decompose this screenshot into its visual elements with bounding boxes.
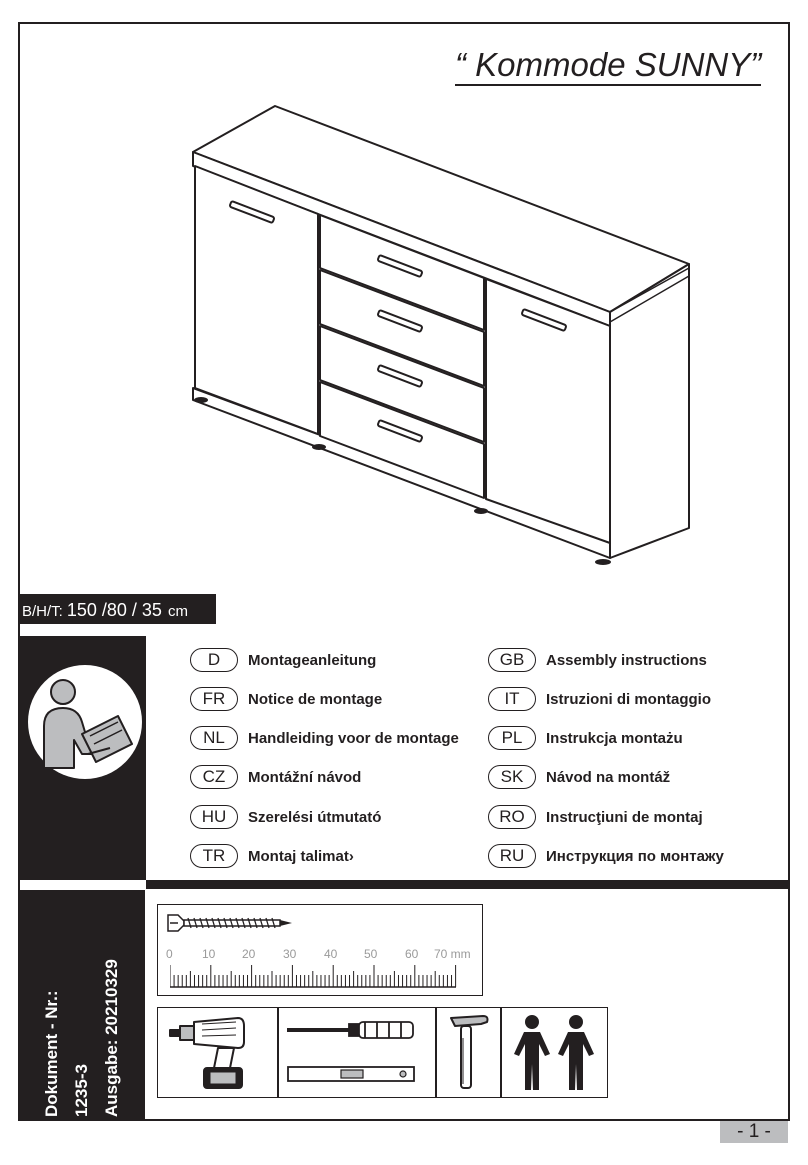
language-row-tr — [190, 844, 354, 868]
ruler-tick-label: 30 — [283, 947, 297, 961]
read-instructions-icon — [26, 664, 144, 780]
language-row-pl — [488, 726, 683, 750]
language-row-d — [190, 648, 376, 672]
ruler-icon — [170, 963, 460, 989]
screw-icon — [166, 911, 296, 935]
language-row-cz — [190, 765, 361, 789]
language-code-badge: HU — [190, 805, 238, 829]
language-code-badge: D — [190, 648, 238, 672]
language-row-nl — [190, 726, 459, 750]
language-text: Montaj talimat› — [248, 847, 354, 865]
language-code-badge: CZ — [190, 765, 238, 789]
language-text: Istruzioni di montaggio — [546, 690, 711, 708]
dimensions-label: B/H/T: — [22, 603, 63, 620]
language-code-badge: RU — [488, 844, 536, 868]
ruler-tick-label: 40 — [324, 947, 338, 961]
ruler-tick-label: 50 — [364, 947, 378, 961]
language-code-badge: SK — [488, 765, 536, 789]
language-text: Montageanleitung — [248, 651, 377, 669]
language-text: Handleiding voor de montage — [248, 729, 459, 747]
two-persons-cell — [501, 1007, 608, 1098]
document-info — [37, 891, 127, 1117]
ruler-tick-label: 60 — [405, 947, 419, 961]
page-number: - 1 - — [720, 1121, 788, 1143]
screwdriver-icon — [285, 1018, 425, 1042]
language-code-badge: FR — [190, 687, 238, 711]
language-code-badge: PL — [488, 726, 536, 750]
language-row-gb — [488, 648, 707, 672]
screwdriver-level-cell — [278, 1007, 436, 1098]
product-title: “ Kommode SUNNY” — [455, 46, 761, 86]
language-row-ru — [488, 844, 724, 868]
sideboard-illustration — [185, 100, 695, 570]
language-row-sk — [488, 765, 670, 789]
language-code-badge: GB — [488, 648, 536, 672]
hammer-icon — [437, 1008, 499, 1096]
spirit-level-icon — [287, 1064, 417, 1084]
language-code-badge: RO — [488, 805, 536, 829]
drill-tool-cell — [157, 1007, 278, 1098]
language-text: Montážní návod — [248, 768, 362, 786]
dimensions-unit: cm — [167, 603, 188, 620]
language-text: Инструкция по монтажу — [546, 847, 724, 865]
language-row-ro — [488, 805, 703, 829]
document-number: 1235-3 — [72, 1064, 91, 1117]
language-code-badge: TR — [190, 844, 238, 868]
language-text: Instrukcja montażu — [546, 729, 683, 747]
dimensions-tag — [19, 594, 216, 624]
language-text: Szerelési útmutató — [248, 808, 382, 826]
dimensions-values: 150 /80 / 35 — [66, 600, 162, 620]
language-text: Assembly instructions — [546, 651, 707, 669]
screw-ruler-box — [157, 904, 483, 996]
language-code-badge: IT — [488, 687, 536, 711]
ruler-tick-label: 20 — [242, 947, 256, 961]
ruler-tick-label: 10 — [202, 947, 216, 961]
ruler-tick-label: 70 mm — [434, 947, 471, 961]
language-text: Instrucţiuni de montaj — [546, 808, 703, 826]
language-text: Návod na montáž — [546, 768, 671, 786]
language-text: Notice de montage — [248, 690, 383, 708]
ruler-tick-label: 0 — [166, 947, 173, 961]
hammer-tool-cell — [436, 1007, 501, 1098]
section-divider — [146, 880, 789, 889]
cordless-drill-icon — [158, 1008, 276, 1096]
language-row-hu — [190, 805, 381, 829]
language-row-it — [488, 687, 711, 711]
two-persons-icon — [502, 1008, 606, 1096]
language-row-fr — [190, 687, 382, 711]
document-label: Dokument - Nr.: — [42, 990, 61, 1117]
document-edition: Ausgabe: 20210329 — [102, 959, 121, 1117]
language-code-badge: NL — [190, 726, 238, 750]
